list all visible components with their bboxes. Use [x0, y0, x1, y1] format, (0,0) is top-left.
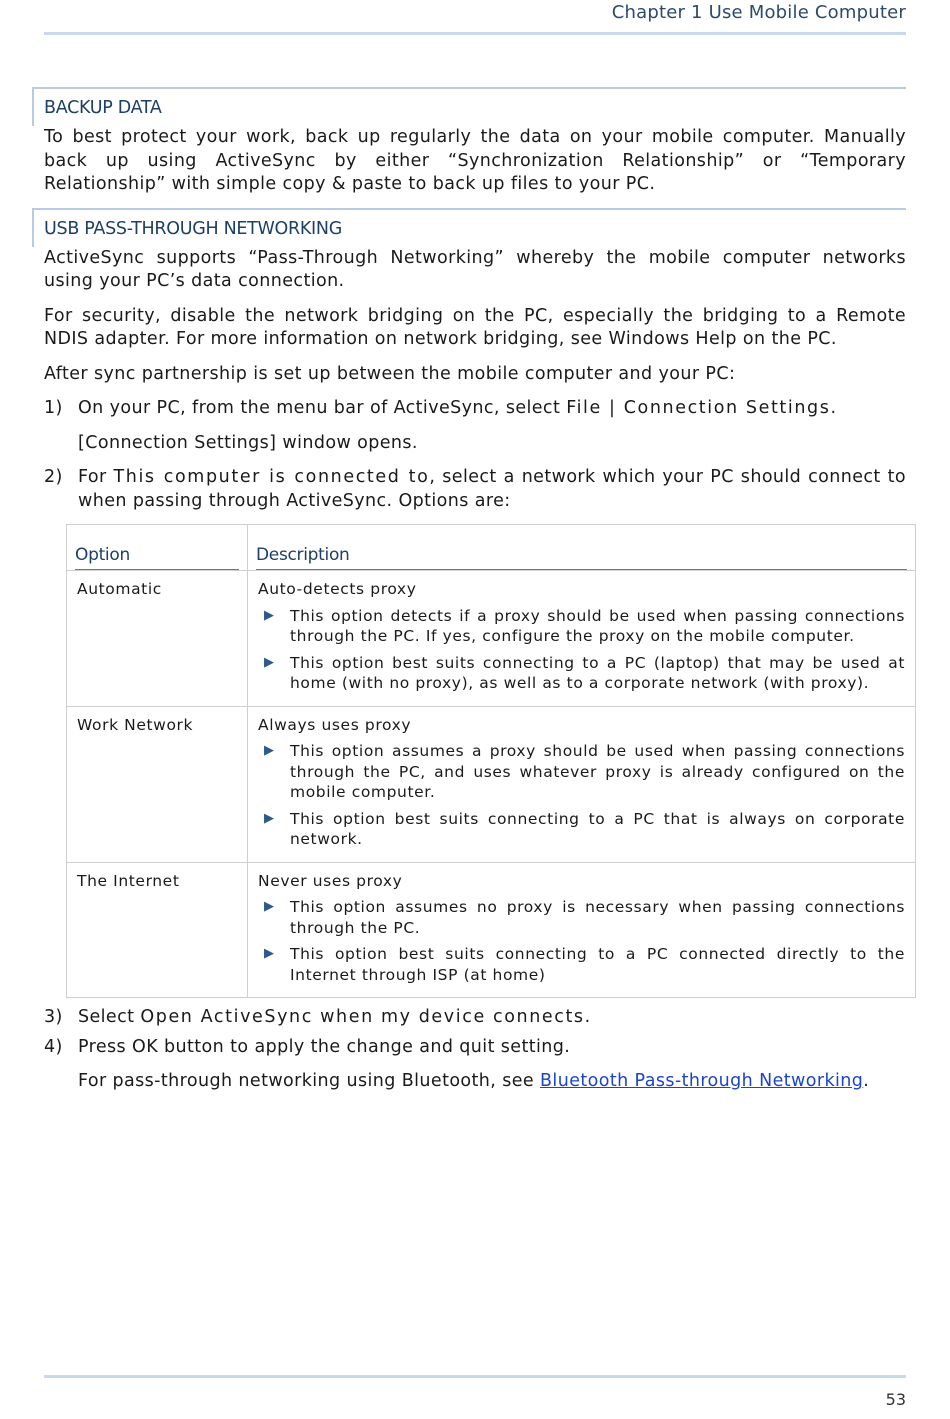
step-text: Press OK button to apply the change and quit setting. — [78, 1036, 571, 1057]
option-cell: Automatic — [67, 571, 248, 707]
bullet-item: ▶ This option assumes no proxy is necessary when passing connections through the PC. — [258, 897, 905, 938]
page-content — [44, 87, 906, 1105]
bullet-item: ▶ This option best suits connecting to a PC connected directly to the Internet through ISP (at home) — [258, 944, 905, 985]
triangle-right-icon: ▶ — [264, 743, 275, 758]
usb-paragraph-1: ActiveSync supports “Pass-Through Networking” whereby the mobile computer networks using your PC’s data connection. — [44, 247, 906, 291]
triangle-right-icon: ▶ — [264, 946, 275, 961]
description-summary: Always uses proxy — [258, 715, 412, 734]
option-cell: The Internet — [67, 862, 248, 998]
section-heading-usb: USB PASS-THROUGH NETWORKING — [32, 208, 906, 247]
triangle-right-icon: ▶ — [264, 654, 275, 670]
chapter-header: Chapter 1 Use Mobile Computer — [611, 2, 906, 23]
step-number: 3) — [44, 1007, 63, 1027]
column-header-description: Description — [256, 545, 907, 570]
step-number: 4) — [44, 1036, 63, 1057]
backup-paragraph: To best protect your work, back up regularly the data on your mobile computer. Manually back up using ActiveSync by either “Synchronization Relationship” or “Temporary Relationship” with simple copy & paste to back up files to your PC. — [44, 127, 906, 194]
options-table — [66, 524, 916, 998]
bullet-item: ▶ This option detects if a proxy should be used when passing connections through the PC. If yes, configure the proxy on the mobile computer. — [258, 606, 905, 647]
step-number: 2) — [44, 467, 63, 487]
footer-rule — [44, 1375, 906, 1378]
step-text: For This computer is connected to, select a network which your PC should connect to when passing through ActiveSync. Options are: — [78, 467, 906, 511]
step-1 — [44, 397, 906, 421]
triangle-right-icon: ▶ — [264, 810, 275, 826]
step-text: Select Open ActiveSync when my device connects. — [78, 1007, 591, 1027]
table-header-row — [67, 525, 916, 571]
field-name: This computer is connected to — [113, 467, 430, 487]
step-text: On your PC, from the menu bar of ActiveSync, select File | Connection Settings. — [78, 398, 837, 418]
description-cell — [248, 862, 916, 998]
description-summary: Auto-detects proxy — [258, 580, 417, 598]
step-1-result: [Connection Settings] window opens. — [78, 432, 418, 453]
step-4 — [44, 1036, 906, 1060]
bullet-item: ▶ This option best suits connecting to a PC that is always on corporate network. — [258, 809, 905, 850]
column-header-option: Option — [75, 545, 239, 570]
section-heading-backup: BACKUP DATA — [32, 87, 906, 126]
header-rule — [44, 32, 906, 35]
step-2 — [44, 466, 906, 513]
triangle-right-icon: ▶ — [264, 607, 275, 623]
bullet-item: ▶ This option best suits connecting to a PC (laptop) that may be used at home (with no proxy), as well as to a corporate network (with proxy). — [258, 653, 905, 694]
bullet-item: ▶ This option assumes a proxy should be used when passing connections through the PC, and uses whatever proxy is already configured on the mobile computer. — [258, 741, 905, 803]
step-3 — [44, 1006, 906, 1030]
option-cell: Work Network — [67, 706, 248, 862]
page-number: 53 — [885, 1390, 906, 1409]
menu-path: File | Connection Settings — [566, 398, 831, 418]
option-name: Open ActiveSync when my device connects — [140, 1007, 585, 1027]
usb-paragraph-3: After sync partnership is set up between the mobile computer and your PC: — [44, 363, 736, 384]
bluetooth-note: For pass-through networking using Bluetooth, see Bluetooth Pass-through Networking. — [78, 1071, 870, 1091]
table-row — [67, 706, 916, 862]
description-cell — [248, 706, 916, 862]
usb-paragraph-2: For security, disable the network bridging on the PC, especially the bridging to a Remote NDIS adapter. For more information on network bridging, see Windows Help on the PC. — [44, 305, 906, 349]
step-number: 1) — [44, 398, 63, 418]
description-summary: Never uses proxy — [258, 871, 403, 890]
bluetooth-link[interactable]: Bluetooth Pass-through Networking — [540, 1071, 864, 1091]
table-row — [67, 571, 916, 707]
table-row — [67, 862, 916, 998]
description-cell — [248, 571, 916, 707]
triangle-right-icon: ▶ — [264, 899, 275, 914]
